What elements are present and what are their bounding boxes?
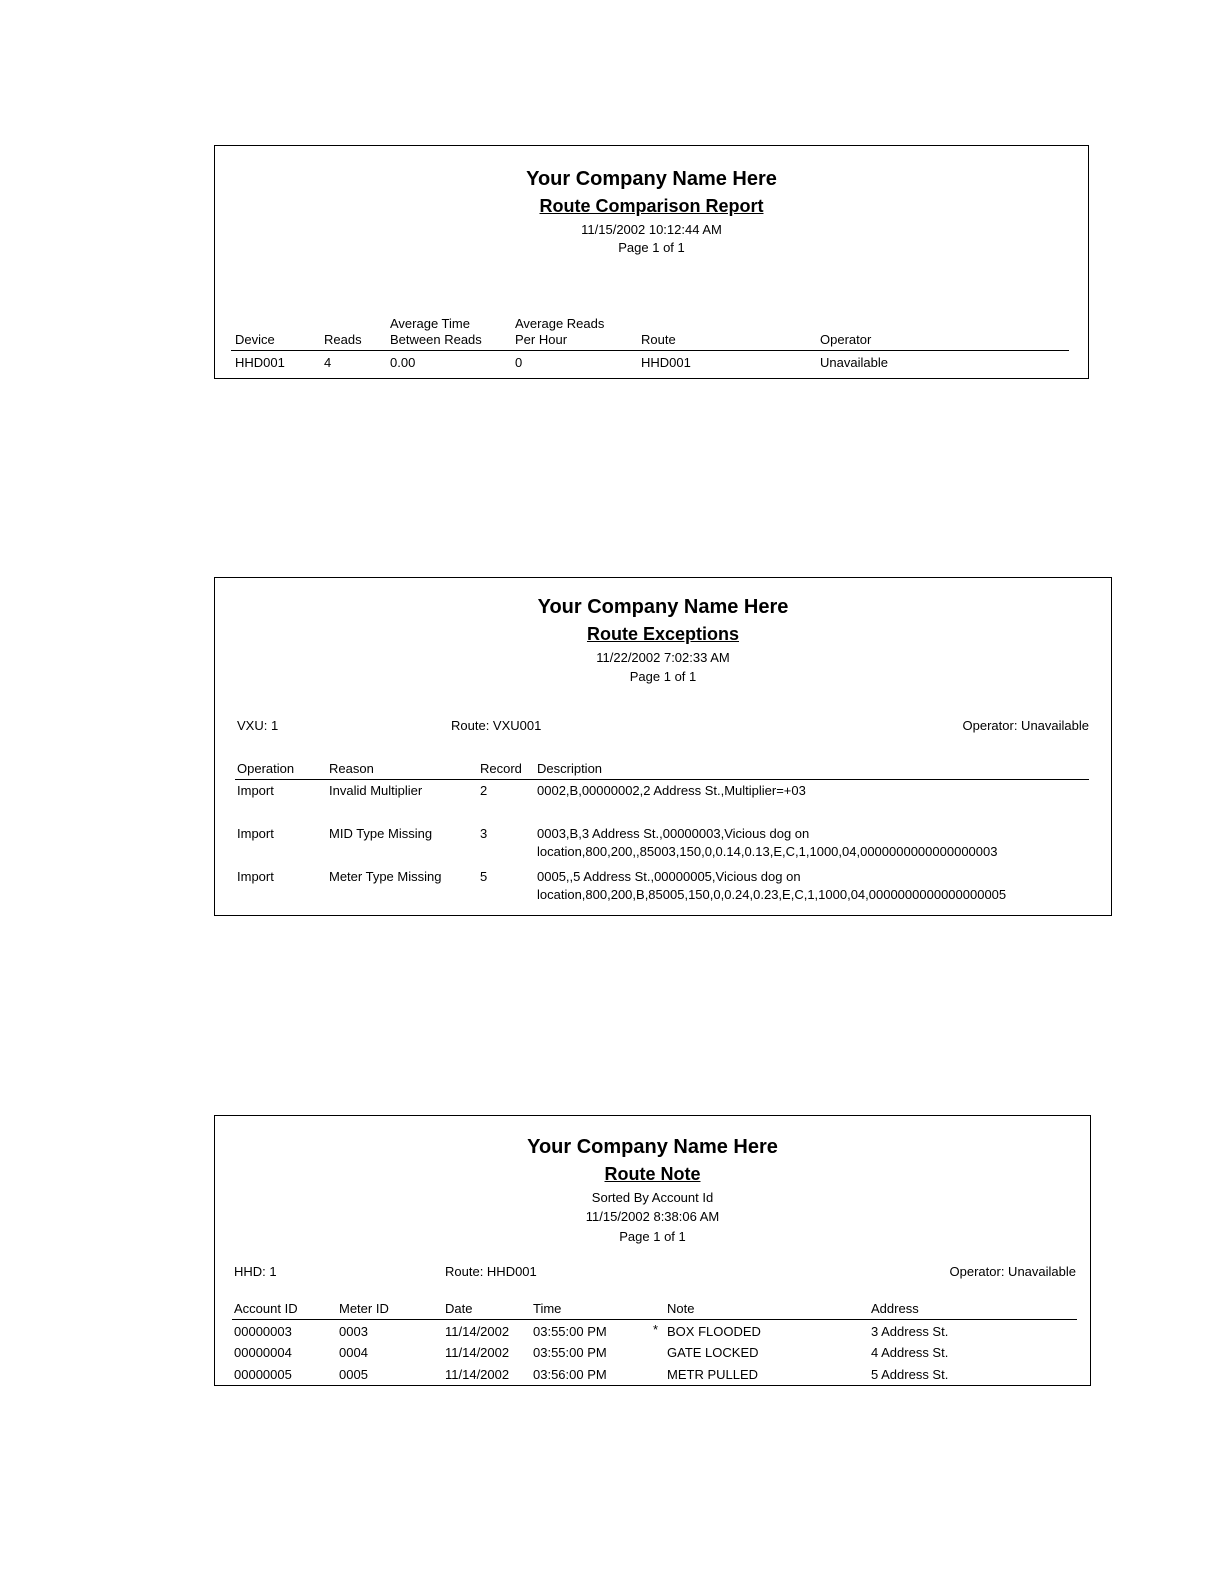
cell-time: 03:55:00 PM bbox=[533, 1345, 607, 1360]
header-avg-time-line1: Average Time bbox=[390, 316, 470, 331]
header-operator: Operator bbox=[820, 332, 872, 347]
cell-reason: Meter Type Missing bbox=[329, 869, 442, 884]
cell-record: 2 bbox=[480, 783, 488, 798]
cell-reason: Invalid Multiplier bbox=[329, 783, 423, 798]
report-title-text: Route Comparison Report bbox=[539, 196, 764, 216]
report-title-text: Route Exceptions bbox=[586, 624, 740, 644]
cell-description-line2: location,800,200,,85003,150,0,0.14,0.13,E,C,1,1000,04,0000000000000000003 bbox=[537, 844, 998, 859]
cell-record: 3 bbox=[480, 826, 488, 841]
header-date: Date bbox=[445, 1301, 473, 1316]
device-label: HHD: 1 bbox=[234, 1264, 277, 1279]
header-meter-id: Meter ID bbox=[339, 1301, 389, 1316]
header-divider bbox=[235, 779, 1089, 780]
route-label: Route: HHD001 bbox=[445, 1264, 537, 1279]
header-divider bbox=[231, 350, 1069, 351]
header-address: Address bbox=[871, 1301, 919, 1316]
header-account-id: Account ID bbox=[234, 1301, 298, 1316]
cell-operation: Import bbox=[237, 783, 274, 798]
cell-time: 03:55:00 PM bbox=[533, 1324, 607, 1339]
header-description: Description bbox=[537, 761, 603, 776]
cell-device: HHD001 bbox=[235, 355, 285, 370]
cell-description-line1: 0003,B,3 Address St.,00000003,Vicious dog on bbox=[537, 826, 810, 841]
header-avg-reads-line1: Average Reads bbox=[515, 316, 605, 331]
route-note-report bbox=[214, 1115, 1091, 1386]
route-exceptions-report bbox=[214, 577, 1112, 916]
page-number: Page 1 of 1 bbox=[618, 240, 685, 255]
report-title bbox=[215, 624, 1111, 645]
cell-avg-reads: 0 bbox=[515, 355, 523, 370]
header-note: Note bbox=[667, 1301, 695, 1316]
cell-operator: Unavailable bbox=[820, 355, 888, 370]
route-label: Route: VXU001 bbox=[451, 718, 542, 733]
cell-reason: MID Type Missing bbox=[329, 826, 433, 841]
cell-date: 11/14/2002 bbox=[445, 1345, 510, 1360]
operator-label: Operator: Unavailable bbox=[949, 1264, 1076, 1279]
operator-label: Operator: Unavailable bbox=[962, 718, 1089, 733]
cell-note: BOX FLOODED bbox=[667, 1324, 761, 1339]
cell-avg-time: 0.00 bbox=[390, 355, 416, 370]
header-route: Route bbox=[641, 332, 676, 347]
cell-account-id: 00000004 bbox=[234, 1345, 292, 1360]
route-comparison-report bbox=[214, 145, 1089, 379]
header-divider bbox=[232, 1319, 1077, 1320]
cell-note: GATE LOCKED bbox=[667, 1345, 759, 1360]
cell-description-line1: 0002,B,00000002,2 Address St.,Multiplier=+03 bbox=[537, 783, 806, 798]
cell-date: 11/14/2002 bbox=[445, 1367, 510, 1382]
report-title-text: Route Note bbox=[604, 1164, 701, 1184]
report-timestamp: 11/15/2002 8:38:06 AM bbox=[585, 1209, 720, 1224]
cell-description-line1: 0005,,5 Address St.,00000005,Vicious dog on bbox=[537, 869, 801, 884]
header-operation: Operation bbox=[237, 761, 295, 776]
cell-meter-id: 0005 bbox=[339, 1367, 368, 1382]
cell-meter-id: 0004 bbox=[339, 1345, 368, 1360]
cell-note: METR PULLED bbox=[667, 1367, 759, 1382]
header-reason: Reason bbox=[329, 761, 374, 776]
cell-meter-id: 0003 bbox=[339, 1324, 368, 1339]
cell-date: 11/14/2002 bbox=[445, 1324, 510, 1339]
cell-address: 5 Address St. bbox=[871, 1367, 949, 1382]
header-avg-time-line2: Between Reads bbox=[390, 332, 482, 347]
report-title bbox=[215, 196, 1088, 217]
sort-description: Sorted By Account Id bbox=[591, 1190, 714, 1205]
cell-account-id: 00000005 bbox=[234, 1367, 292, 1382]
cell-description-line2: location,800,200,B,85005,150,0,0.24,0.23,E,C,1,1000,04,0000000000000000005 bbox=[537, 887, 1007, 902]
page-number: Page 1 of 1 bbox=[629, 669, 697, 684]
cell-address: 4 Address St. bbox=[871, 1345, 949, 1360]
cell-time: 03:56:00 PM bbox=[533, 1367, 607, 1382]
page-number: Page 1 of 1 bbox=[619, 1229, 686, 1244]
header-record: Record bbox=[480, 761, 522, 776]
header-avg-reads-line2: Per Hour bbox=[515, 332, 568, 347]
header-device: Device bbox=[235, 332, 275, 347]
cell-operation: Import bbox=[237, 869, 274, 884]
cell-route: HHD001 bbox=[641, 355, 691, 370]
company-name: Your Company Name Here bbox=[527, 1136, 778, 1158]
report-title bbox=[215, 1164, 1090, 1185]
cell-operation: Import bbox=[237, 826, 274, 841]
report-timestamp: 11/22/2002 7:02:33 AM bbox=[596, 650, 730, 665]
cell-record: 5 bbox=[480, 869, 488, 884]
cell-address: 3 Address St. bbox=[871, 1324, 949, 1339]
company-name: Your Company Name Here bbox=[526, 168, 777, 190]
cell-flag: * bbox=[653, 1322, 659, 1337]
company-name: Your Company Name Here bbox=[537, 596, 789, 618]
header-time: Time bbox=[533, 1301, 562, 1316]
report-timestamp: 11/15/2002 10:12:44 AM bbox=[581, 222, 722, 237]
header-reads: Reads bbox=[324, 332, 362, 347]
cell-reads: 4 bbox=[324, 355, 332, 370]
cell-account-id: 00000003 bbox=[234, 1324, 292, 1339]
device-label: VXU: 1 bbox=[237, 718, 279, 733]
